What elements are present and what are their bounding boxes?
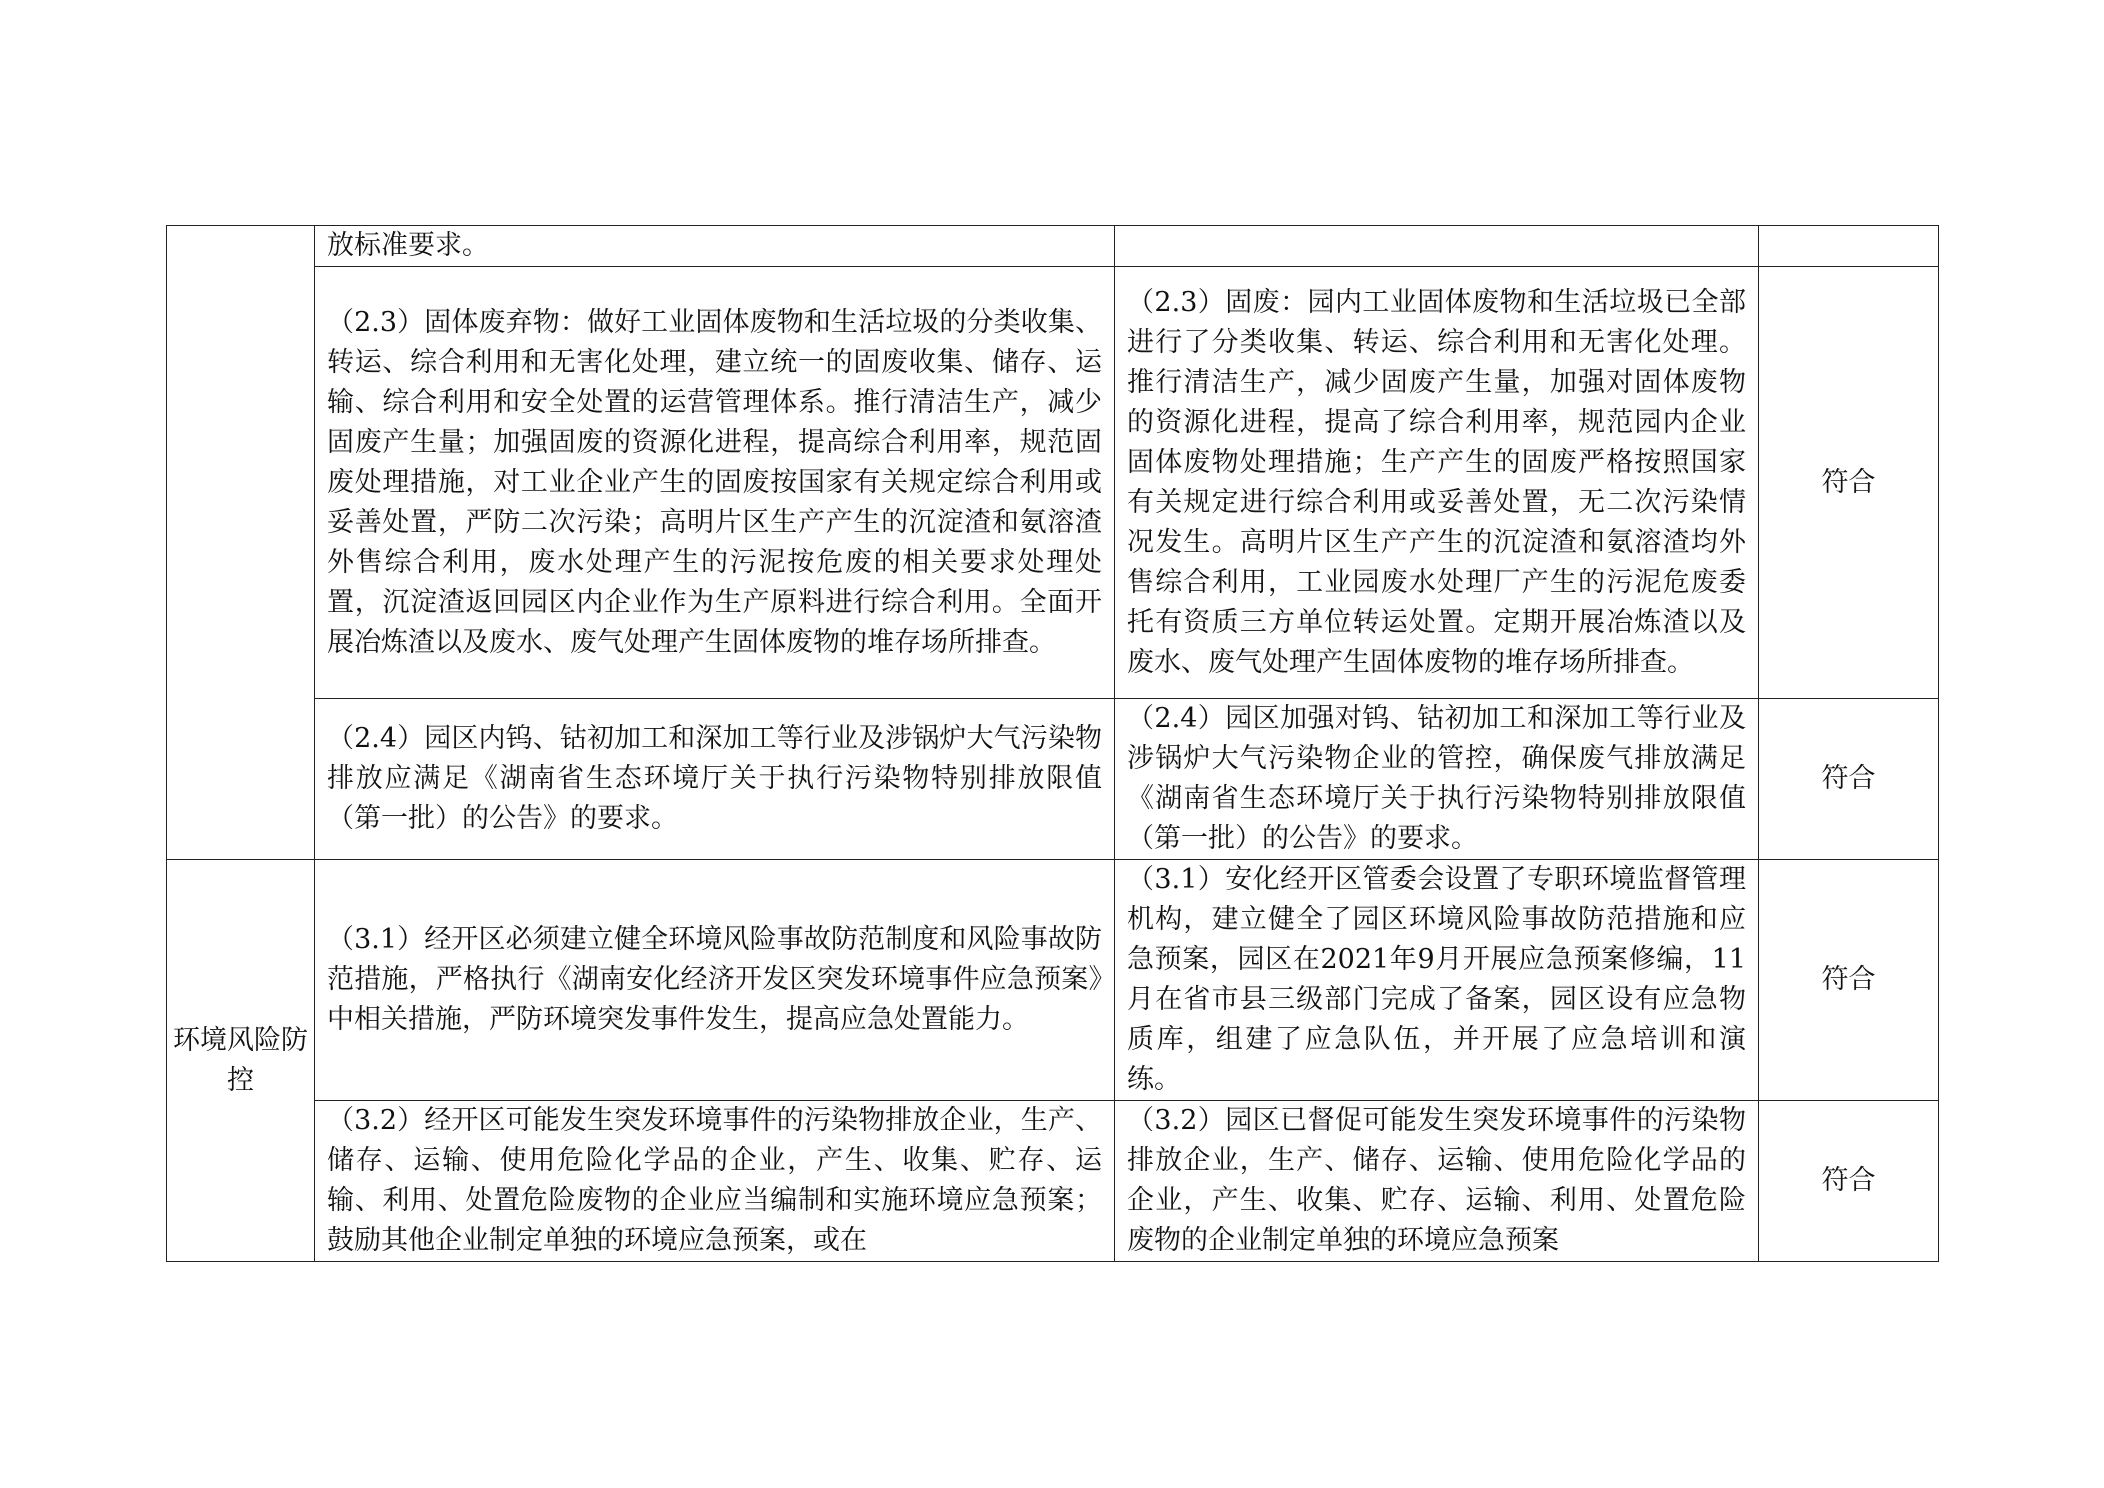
- result-cell: [1759, 860, 1939, 1101]
- result-text: 符合: [1821, 1165, 1876, 1196]
- requirement-cell: [315, 267, 1115, 699]
- table-row: [167, 226, 1939, 267]
- implementation-text: （3.1）安化经开区管委会设置了专职环境监督管理机构，建立健全了园区环境风险事故防范措施和应急预案，园区在2021年9月开展应急预案修编，11月在省市县三级部门完成了备案，园区设有应急物质库，组建了应急队伍，并开展了应急培训和演练。: [1127, 864, 1746, 1095]
- requirement-text: （3.1）经开区必须建立健全环境风险事故防范制度和风险事故防范措施，严格执行《湖南安化经济开发区突发环境事件应急预案》中相关措施，严防环境突发事件发生，提高应急处置能力。: [327, 924, 1102, 1035]
- result-cell: [1759, 1101, 1939, 1262]
- implementation-text: （2.3）固废：园内工业固体废物和生活垃圾已全部进行了分类收集、转运、综合利用和无害化处理。推行清洁生产，减少固废产生量，加强对固体废物的资源化进程，提高了综合利用率，规范园内企业固体废物处理措施；生产产生的固废严格按照国家有关规定进行综合利用或妥善处置，无二次污染情况发生。高明片区生产产生的沉淀渣和氨溶渣均外售综合利用，工业园废水处理厂产生的污泥危废委托有资质三方单位转运处置。定期开展冶炼渣以及废水、废气处理产生固体废物的堆存场所排查。: [1127, 286, 1746, 678]
- implementation-cell: [1115, 267, 1759, 699]
- result-cell: [1759, 226, 1939, 267]
- implementation-text: （2.4）园区加强对钨、钴初加工和深加工等行业及涉锅炉大气污染物企业的管控，确保废气排放满足《湖南省生态环境厅关于执行污染物特别排放限值（第一批）的公告》的要求。: [1127, 703, 1746, 854]
- requirement-text: 放标准要求。: [327, 230, 489, 261]
- requirement-text: （3.2）经开区可能发生突发环境事件的污染物排放企业，生产、储存、运输、使用危险化学品的企业，产生、收集、贮存、运输、利用、处置危险废物的企业应当编制和实施环境应急预案；鼓励其他企业制定单独的环境应急预案，或在: [327, 1105, 1102, 1256]
- implementation-cell: [1115, 1101, 1759, 1262]
- requirement-cell: [315, 699, 1115, 860]
- requirement-cell: [315, 1101, 1115, 1262]
- category-label: 环境风险防控: [173, 1024, 308, 1096]
- result-cell: [1759, 267, 1939, 699]
- implementation-cell: [1115, 699, 1759, 860]
- requirement-cell: [315, 226, 1115, 267]
- requirement-text: （2.3）固体废弃物：做好工业固体废物和生活垃圾的分类收集、转运、综合利用和无害化处理，建立统一的固废收集、储存、运输、综合利用和安全处置的运营管理体系。推行清洁生产，减少固废产生量；加强固废的资源化进程，提高综合利用率，规范固废处理措施，对工业企业产生的固废按国家有关规定综合利用或妥善处置，严防二次污染；高明片区生产产生的沉淀渣和氨溶渣外售综合利用，废水处理产生的污泥按危废的相关要求处理处置，沉淀渣返回园区内企业作为生产原料进行综合利用。全面开展冶炼渣以及废水、废气处理产生固体废物的堆存场所排查。: [327, 306, 1102, 658]
- category-cell: [167, 860, 315, 1262]
- table-row: [167, 267, 1939, 699]
- requirement-cell: [315, 860, 1115, 1101]
- category-cell-empty: [167, 226, 315, 860]
- result-cell: [1759, 699, 1939, 860]
- result-text: 符合: [1821, 466, 1876, 498]
- compliance-table: [166, 225, 1939, 1262]
- implementation-text: （3.2）园区已督促可能发生突发环境事件的污染物排放企业，生产、储存、运输、使用危险化学品的企业，产生、收集、贮存、运输、利用、处置危险废物的企业制定单独的环境应急预案: [1127, 1105, 1746, 1256]
- result-text: 符合: [1821, 763, 1876, 794]
- table-row: [167, 699, 1939, 860]
- implementation-cell: [1115, 226, 1759, 267]
- table-row: [167, 1101, 1939, 1262]
- table-row: [167, 860, 1939, 1101]
- result-text: 符合: [1821, 964, 1876, 995]
- implementation-cell: [1115, 860, 1759, 1101]
- requirement-text: （2.4）园区内钨、钴初加工和深加工等行业及涉锅炉大气污染物排放应满足《湖南省生态环境厅关于执行污染物特别排放限值（第一批）的公告》的要求。: [327, 723, 1102, 834]
